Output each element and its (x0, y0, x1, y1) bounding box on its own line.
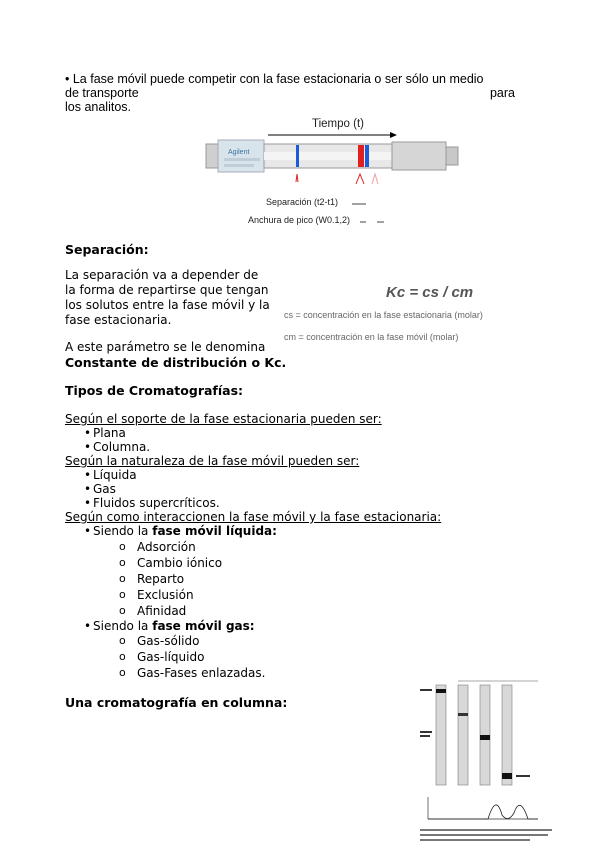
intro-line-2a: de transporte (65, 86, 139, 100)
kc-formula: Kc = cs / cm (386, 284, 474, 301)
intro-line-2b: para (489, 86, 515, 100)
gas-item (65, 619, 255, 633)
band-red (358, 145, 364, 167)
soporte-heading: Según el soporte de la fase estacionaria pueden ser: (65, 412, 382, 426)
column-label-block (218, 140, 264, 172)
param-line-2: Constante de distribución o Kc. (65, 355, 287, 370)
peak-3 (372, 174, 378, 184)
naturaleza-heading: Según la naturaleza de la fase móvil pueden ser: (65, 454, 360, 468)
gas-bold: fase móvil gas: (152, 619, 255, 633)
naturaleza-list (65, 468, 220, 510)
label-stripe-2 (224, 164, 254, 167)
separacion-line: los solutos entre la fase móvil y la (65, 298, 270, 312)
intro-paragraph (65, 72, 535, 114)
left-fitting (206, 144, 218, 168)
liquida-list (65, 539, 222, 619)
list-item: o Exclusión (65, 587, 222, 603)
list-item: • Gas (65, 482, 220, 496)
list-item: o Gas-líquido (65, 649, 265, 665)
peak-2 (356, 174, 364, 184)
list-item: • Fluidos supercríticos. (65, 496, 220, 510)
cm-definition: cm = concentración en la fase móvil (molar) (284, 332, 459, 342)
list-item: o Afinidad (65, 603, 222, 619)
separacion-paragraph (65, 268, 285, 328)
separacion-heading: Separación: (65, 242, 149, 257)
gas-group (65, 619, 255, 633)
separacion-line: fase estacionaria. (65, 313, 172, 327)
time-arrow-head (390, 132, 397, 138)
tipos-heading: Tipos de Cromatografías: (65, 383, 244, 398)
soporte-list (65, 426, 150, 454)
tube-highlight (264, 152, 392, 160)
liquida-item (65, 524, 277, 538)
column-figure (200, 118, 470, 230)
intro-line-3: los analitos. (65, 100, 132, 114)
peak-1 (296, 174, 298, 182)
columna-heading: Una cromatografía en columna: (65, 695, 288, 710)
separacion-line: La separación va a depender de (65, 268, 259, 282)
liquida-bold: fase móvil líquida: (152, 524, 277, 538)
liquida-group (65, 524, 277, 538)
gas-list (65, 633, 265, 681)
intro-line-2 (65, 86, 535, 100)
label-stripe-1 (224, 158, 260, 161)
list-item: o Gas-Fases enlazadas. (65, 665, 265, 681)
time-label: Tiempo (t) (312, 118, 364, 130)
param-line-1: A este parámetro se le denomina (65, 340, 266, 354)
separation-label: Separación (t2-t1) (266, 197, 339, 207)
band-blue-1 (296, 145, 299, 167)
brand-text: Agilent (228, 149, 250, 156)
column-chromatography-figure (418, 673, 558, 845)
gas-prefix: Siendo la (93, 619, 153, 633)
intro-line-1: • La fase móvil puede competir con la fase estacionaria o ser sólo un medio (65, 72, 484, 86)
list-item: o Cambio iónico (65, 555, 222, 571)
column-illustration (200, 118, 470, 230)
separacion-line: la forma de repartirse que tengan (65, 283, 269, 297)
right-nut (446, 147, 458, 165)
band-blue-2 (365, 145, 369, 167)
interaccion-heading: Según como interaccionen la fase móvil y la fase estacionaria: (65, 510, 442, 524)
list-item: o Adsorción (65, 539, 222, 555)
right-fitting (392, 142, 446, 170)
list-item: • Columna. (65, 440, 150, 454)
list-item: o Reparto (65, 571, 222, 587)
list-item: • Plana (65, 426, 150, 440)
peak-width-label: Anchura de pico (W0.1,2) (248, 215, 351, 225)
list-item: • Líquida (65, 468, 220, 482)
list-item: o Gas-sólido (65, 633, 265, 649)
cs-definition: cs = concentración en la fase estacionaria (molar) (284, 310, 483, 320)
liquida-prefix: Siendo la (93, 524, 153, 538)
column-chromatography-illustration (418, 673, 558, 845)
